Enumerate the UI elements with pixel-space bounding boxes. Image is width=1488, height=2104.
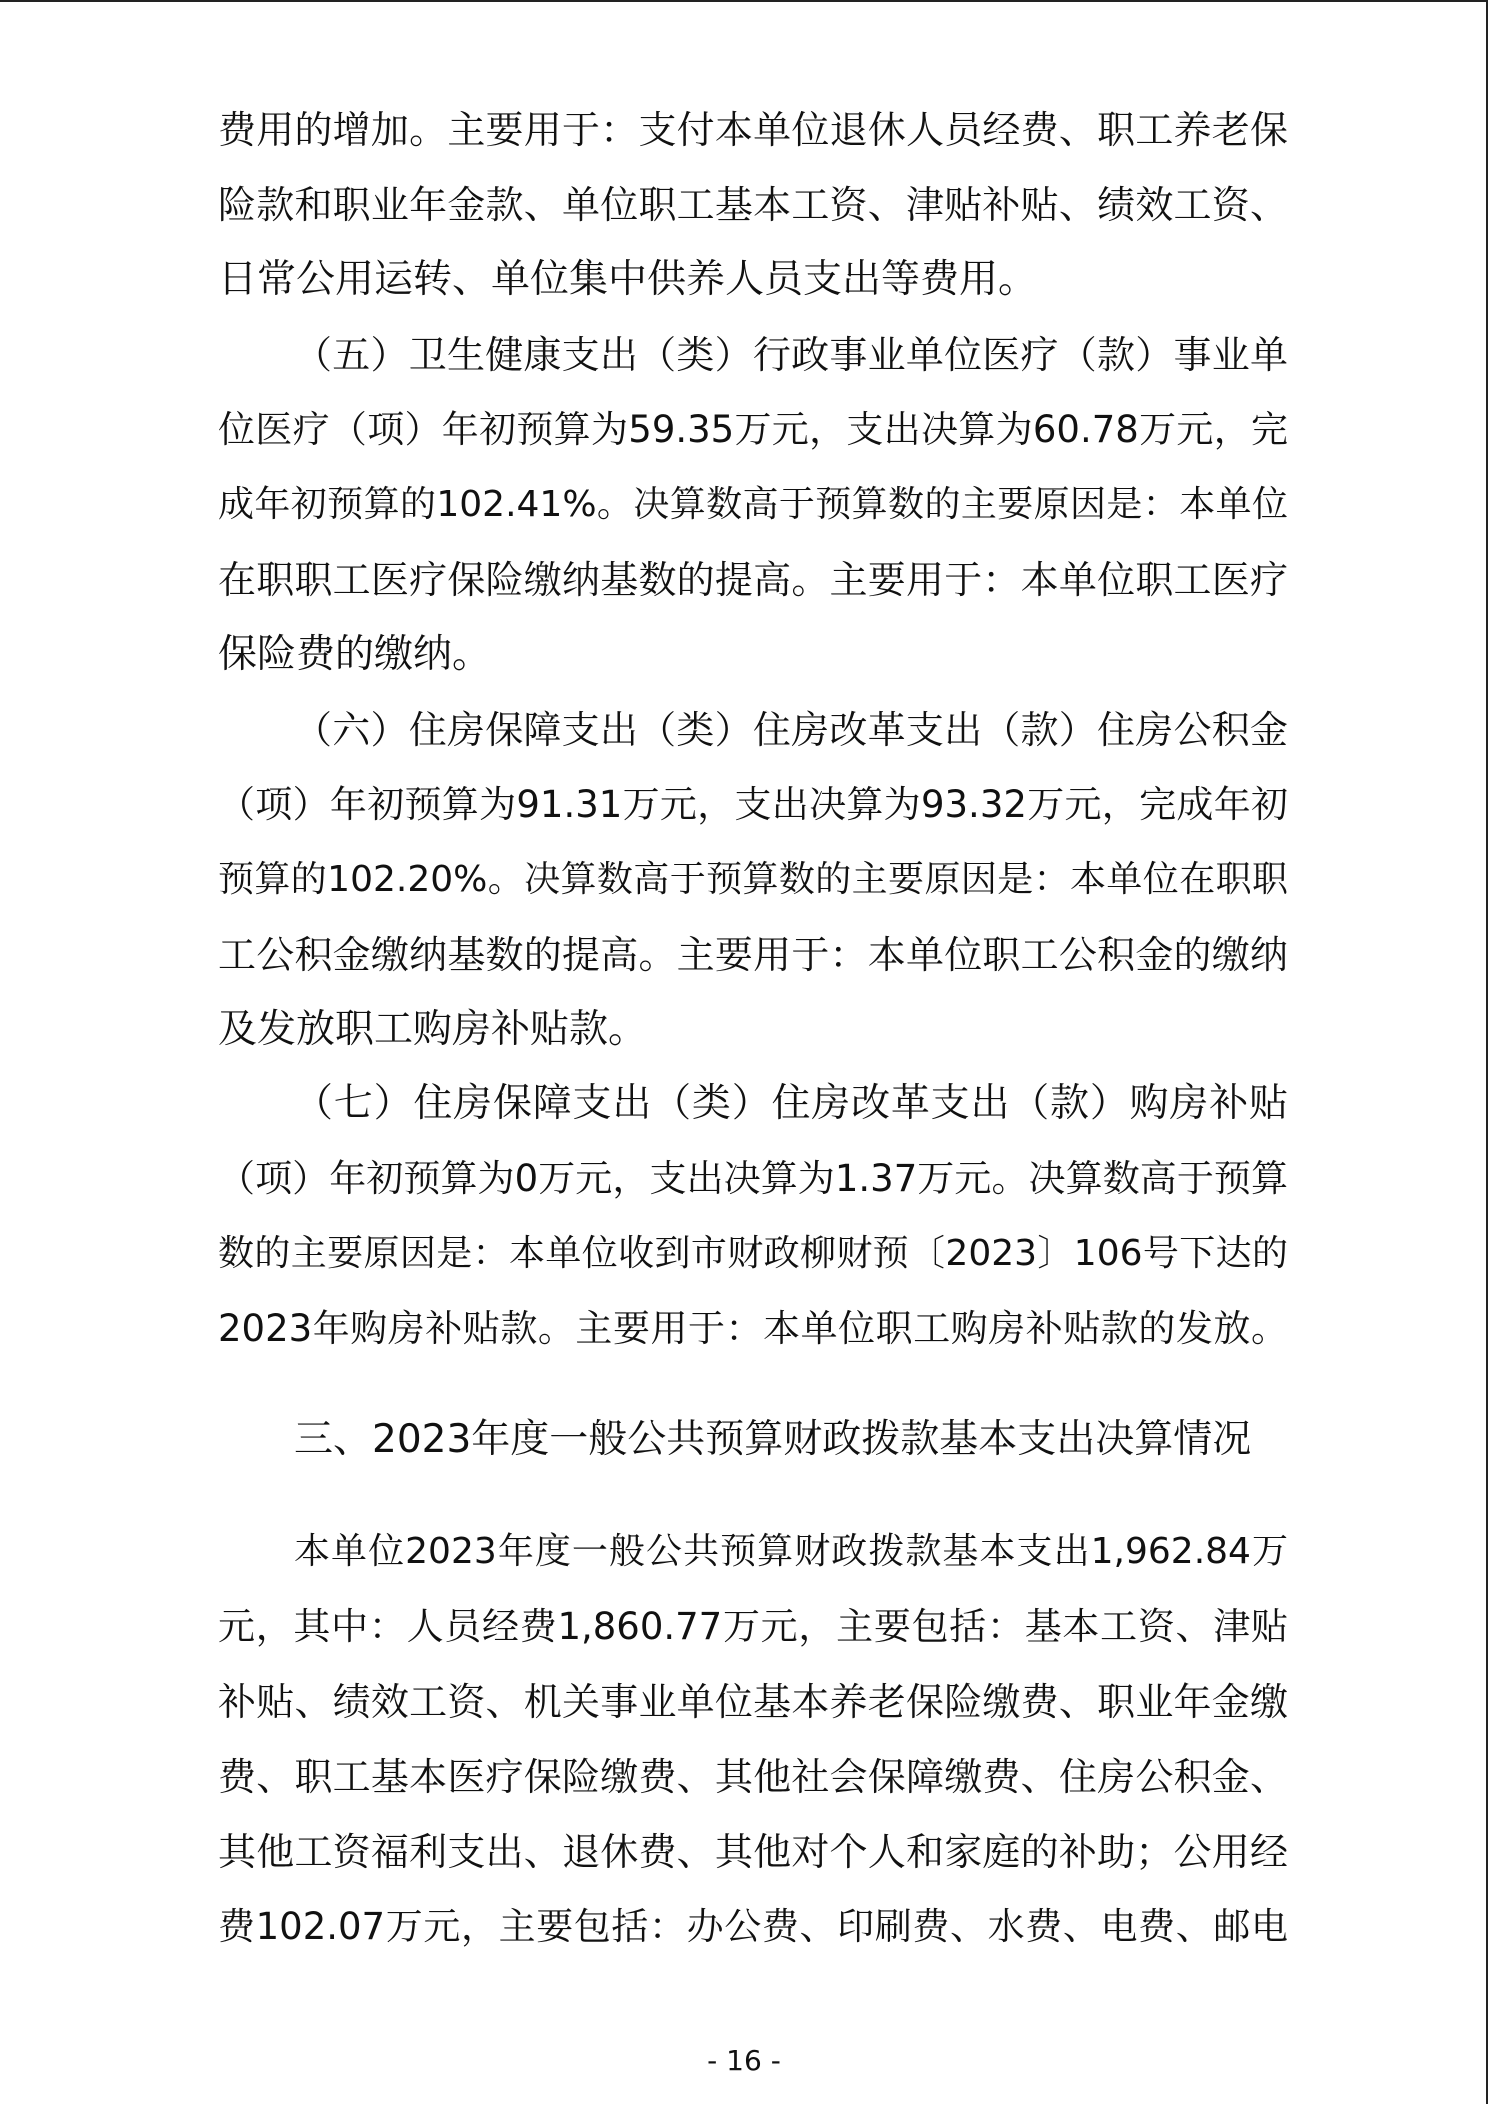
paragraph-line: 在职职工医疗保险缴纳基数的提高。主要用于：本单位职工医疗 [218,558,1288,602]
paragraph-line: 位医疗（项）年初预算为59.35万元，支出决算为60.78万元，完 [218,408,1288,451]
paragraph-line: （七）住房保障支出（类）住房改革支出（款）购房补贴 [294,1081,1288,1126]
paragraph-line: 工公积金缴纳基数的提高。主要用于：本单位职工公积金的缴纳 [218,933,1288,977]
paragraph-line: 保险费的缴纳。 [218,632,492,677]
paragraph-line: 本单位2023年度一般公共预算财政拨款基本支出1,962.84万 [294,1531,1288,1572]
paragraph-line: 2023年购房补贴款。主要用于：本单位职工购房补贴款的发放。 [218,1307,1288,1350]
paragraph-line: 元，其中：人员经费1,860.77万元，主要包括：基本工资、津贴 [218,1605,1288,1648]
paragraph-line: 险款和职业年金款、单位职工基本工资、津贴补贴、绩效工资、 [218,183,1288,227]
paragraph-line: 数的主要原因是：本单位收到市财政柳财预〔2023〕106号下达的 [218,1233,1288,1274]
paragraph-line: 其他工资福利支出、退休费、其他对个人和家庭的补助；公用经 [218,1830,1288,1874]
page-number: - 16 - [707,2044,781,2077]
paragraph-line: （六）住房保障支出（类）住房改革支出（款）住房公积金 [294,708,1288,752]
paragraph-line: 及发放职工购房补贴款。 [218,1007,648,1052]
paragraph-line: 补贴、绩效工资、机关事业单位基本养老保险缴费、职业年金缴 [218,1680,1288,1724]
paragraph-line: 费用的增加。主要用于：支付本单位退休人员经费、职工养老保 [218,108,1288,152]
paragraph-line: （项）年初预算为0万元，支出决算为1.37万元。决算数高于预算 [218,1157,1288,1200]
page-border-top [0,0,1488,2]
paragraph-line: （五）卫生健康支出（类）行政事业单位医疗（款）事业单 [294,333,1288,377]
paragraph-line: 日常公用运转、单位集中供养人员支出等费用。 [218,257,1038,302]
section-heading: 三、2023年度一般公共预算财政拨款基本支出决算情况 [294,1417,1252,1462]
paragraph-line: 费102.07万元，主要包括：办公费、印刷费、水费、电费、邮电 [218,1905,1288,1948]
paragraph-line: 成年初预算的102.41%。决算数高于预算数的主要原因是：本单位 [218,484,1288,525]
paragraph-line: 费、职工基本医疗保险缴费、其他社会保障缴费、住房公积金、 [218,1755,1288,1799]
paragraph-line: 预算的102.20%。决算数高于预算数的主要原因是：本单位在职职 [218,859,1288,900]
paragraph-line: （项）年初预算为91.31万元，支出决算为93.32万元，完成年初 [218,783,1288,826]
